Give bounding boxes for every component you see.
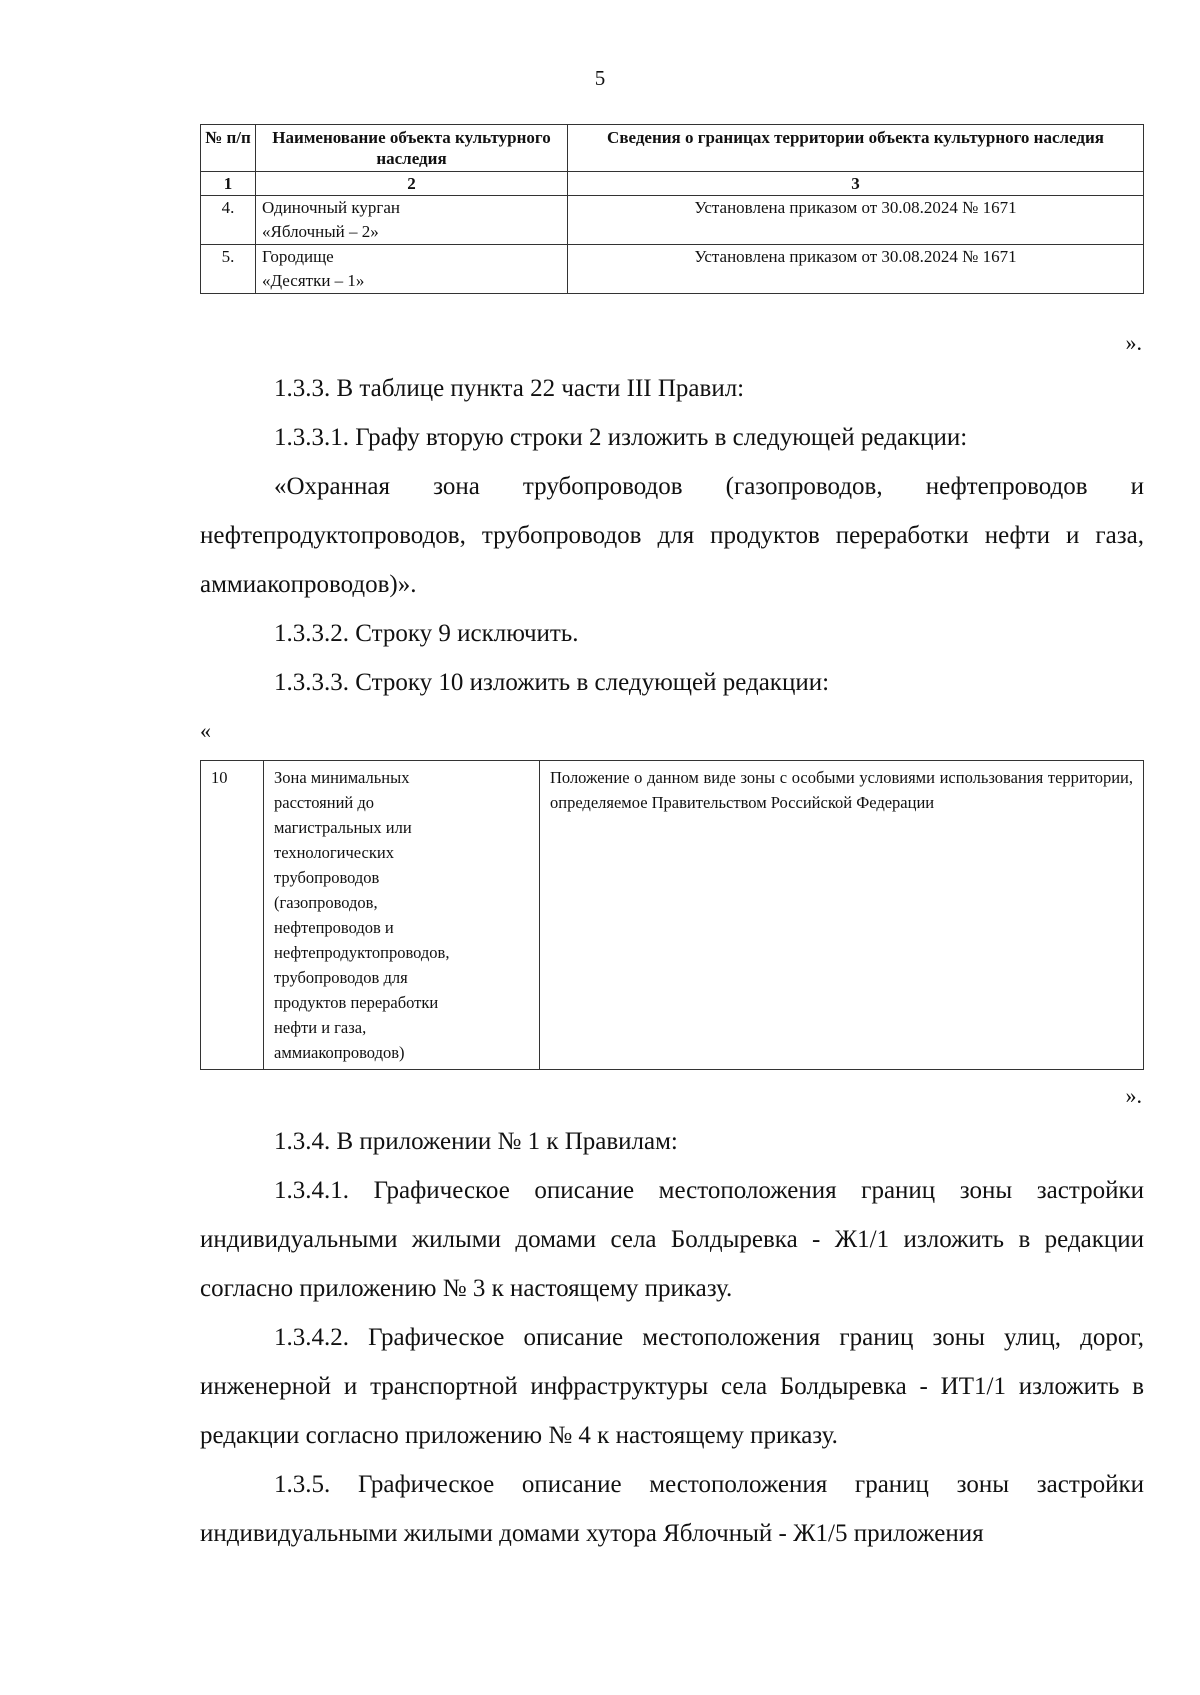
object-name-line: Городище (262, 247, 334, 266)
opening-quote: « (200, 718, 211, 743)
closing-quote: ». (1125, 1083, 1142, 1108)
column-number: 3 (568, 172, 1144, 196)
zone-name-line: технологических (274, 843, 394, 862)
row-number: 10 (201, 761, 264, 1070)
table-row (201, 761, 1144, 1070)
paragraph-1-3-3: 1.3.3. В таблице пункта 22 части III Правил: (274, 375, 745, 402)
table-row (201, 196, 1144, 245)
object-name-line: Одиночный курган (262, 198, 401, 217)
column-number: 2 (256, 172, 568, 196)
boundary-info: Установлена приказом от 30.08.2024 № 1671 (568, 196, 1144, 245)
object-name-line: «Яблочный – 2» (262, 222, 379, 241)
zone-regulation-info: Положение о данном виде зоны с особыми условиями использования территории, определяемое Правительством Российской Федерации (540, 761, 1144, 1070)
paragraph-1-3-4-1: 1.3.4.1. Графическое описание местоположения границ зоны застройки индивидуальными жилыми домами села Болдыревка - Ж1/1 изложить в редакции согласно приложению № 3 к настоящему приказу. (200, 1177, 1144, 1302)
zone-name-line: расстояний до (274, 793, 374, 812)
object-name-line: «Десятки – 1» (262, 271, 365, 290)
zone-name-line: нефтепродуктопроводов, (274, 943, 450, 962)
table-row (201, 245, 1144, 294)
zone-name-line: трубопроводов для (274, 968, 408, 987)
paragraph-1-3-3-2: 1.3.3.2. Строку 9 исключить. (274, 620, 579, 647)
object-name (256, 196, 568, 245)
paragraph-1-3-5: 1.3.5. Графическое описание местоположения границ зоны застройки индивидуальными жилыми домами хутора Яблочный - Ж1/5 приложения (200, 1471, 1144, 1547)
zone-name-line: (газопроводов, (274, 893, 378, 912)
zone-name-line: Зона минимальных (274, 768, 410, 787)
paragraph-1-3-3-1: 1.3.3.1. Графу вторую строки 2 изложить в следующей редакции: (274, 424, 968, 451)
paragraph-1-3-4-2: 1.3.4.2. Графическое описание местоположения границ зоны улиц, дорог, инженерной и транспортной инфраструктуры села Болдыревка - ИТ1/1 изложить в редакции согласно приложению № 4 к настоящему приказу. (200, 1324, 1144, 1449)
zone-name-line: аммиакопроводов) (274, 1043, 405, 1062)
object-name (256, 245, 568, 294)
column-number-row (201, 172, 1144, 196)
zone-name-line: нефти и газа, (274, 1018, 367, 1037)
zone-name-line: трубопроводов (274, 868, 380, 887)
page-number: 5 (594, 66, 606, 90)
row-number: 5. (201, 245, 256, 294)
table-header-row (201, 125, 1144, 172)
header-boundary-info: Сведения о границах территории объекта культурного наследия (568, 125, 1144, 172)
zone-table-row-10 (200, 760, 1144, 1070)
boundary-info: Установлена приказом от 30.08.2024 № 1671 (568, 245, 1144, 294)
row-number: 4. (201, 196, 256, 245)
header-number: № п/п (201, 125, 256, 172)
zone-name (264, 761, 540, 1070)
paragraph-quoted-text: «Охранная зона трубопроводов (газопроводов, нефтепроводов и нефтепродуктопроводов, трубопроводов для продуктов переработки нефти и газа, аммиакопроводов)». (200, 473, 1144, 598)
paragraph-1-3-3-3: 1.3.3.3. Строку 10 изложить в следующей редакции: (274, 669, 830, 696)
zone-name-line: продуктов переработки (274, 993, 439, 1012)
header-object-name: Наименование объекта культурного наследия (256, 125, 568, 172)
paragraph-1-3-4: 1.3.4. В приложении № 1 к Правилам: (274, 1128, 678, 1155)
column-number: 1 (201, 172, 256, 196)
zone-name-line: нефтепроводов и (274, 918, 394, 937)
closing-quote: ». (1125, 330, 1142, 355)
heritage-objects-table (200, 124, 1144, 294)
zone-name-line: магистральных или (274, 818, 412, 837)
